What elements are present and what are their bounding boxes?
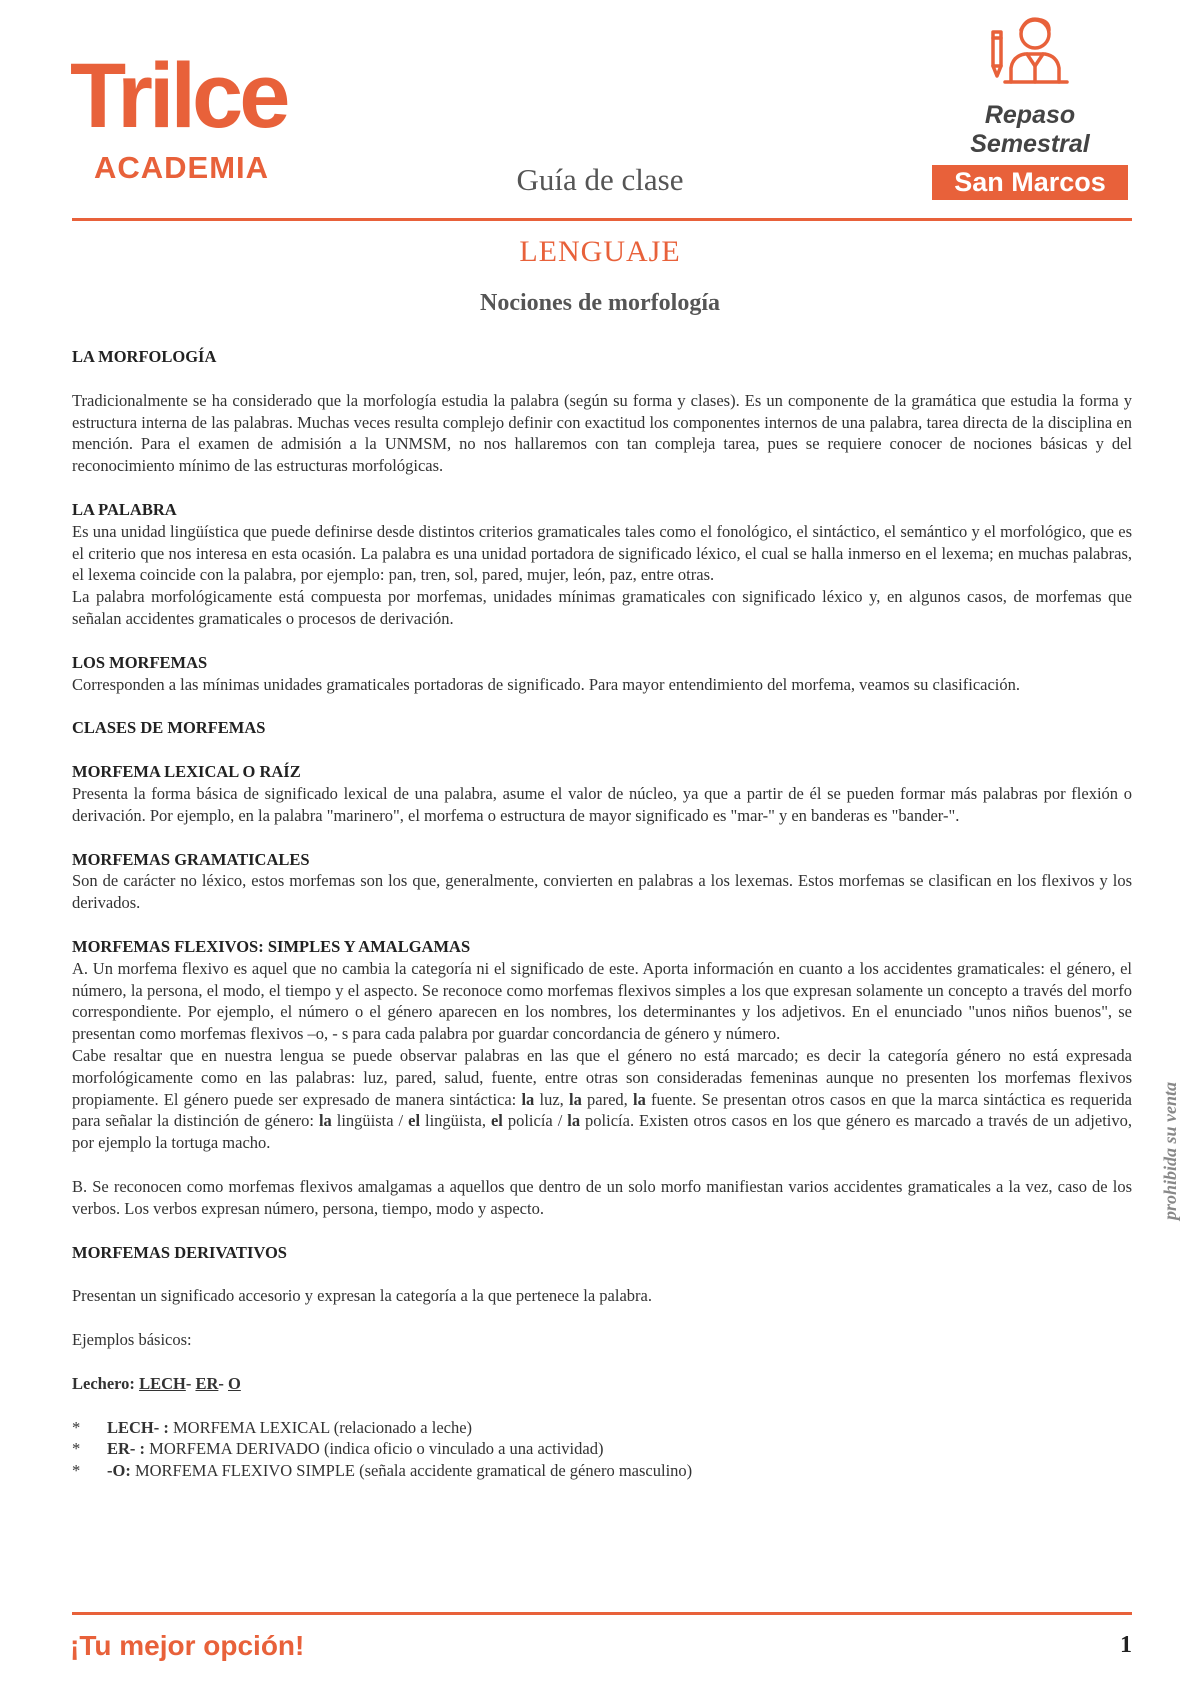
section-heading: MORFEMAS FLEXIVOS: SIMPLES Y AMALGAMAS [72, 936, 471, 956]
student-pencil-icon [975, 12, 1085, 87]
document-body [72, 346, 1132, 1482]
paragraph: Ejemplos básicos: [72, 1330, 192, 1350]
paragraph: B. Se reconocen como morfemas flexivos amalgamas a aquellos que dentro de un solo morfo manifiestan varios accidentes gramaticales a la vez, caso de los verbos. Los verbos expresan número, persona, tiempo, modo y aspecto. [72, 1176, 1132, 1218]
section-heading: CLASES DE MORFEMAS [72, 718, 266, 738]
logo-wordmark: Trilce [70, 45, 287, 147]
footer-slogan: ¡Tu mejor opción! [70, 1630, 305, 1661]
paragraph: A. Un morfema flexivo es aquel que no cambia la categoría ni el significado de este. Aporta información en cuanto a los accidentes gramaticales: el género, el número, la persona, el modo, el tiempo y el aspecto. Se reconoce como morfemas flexivos simples a los que expresan solamente un concepto a través del morfo correspondiente. Por ejemplo, el número o el género aparecen en los nombres, los determinantes y los adjetivos. En el enunciado "unos niños buenos", se presentan como morfemas flexivos –o, - s para cada palabra por guardar concordancia de género y número. [72, 958, 1132, 1044]
side-note: prohibida su venta [1160, 1081, 1180, 1220]
section-heading: LA MORFOLOGÍA [72, 347, 217, 366]
list-item: * ER- : MORFEMA DERIVADO (indica oficio o vinculado a una actividad) [72, 1439, 604, 1459]
footer-divider [72, 1612, 1132, 1615]
paragraph: Cabe resaltar que en nuestra lengua se puede observar palabras en las que el género no está marcado; es decir la categoría género no está expresada morfológicamente como en las palabras: luz, pared, salud, fuente, entre otras son consideradas femeninas aunque no presenten los morfemas flexivos propiamente. El género puede ser expresado de manera sintáctica: la luz, la pared, la fuente. Se presentan otros casos en que la marca sintáctica es requerida para señalar la distinción de género: la lingüista / el lingüista, el policía / la policía. Existen otros casos en los que género es marcado a través de un adjetivo, por ejemplo la tortuga macho. [72, 1045, 1132, 1153]
paragraph: Tradicionalmente se ha considerado que la morfología estudia la palabra (según su forma y clases). Es un componente de la gramática que estudia la forma y estructura interna de las palabras. Muchas veces resulta complejo definir con exactitud los componentes internos de una palabra, tarea directa de la disciplina en mención. Para el examen de admisión a la UNMSM, no nos hallaremos con tan compleja tarea, pues se requiere conocer de nociones básicas y del reconocimiento mínimo de las estructuras morfológicas. [72, 390, 1132, 476]
trilce-logo [70, 45, 287, 186]
badge-program: Repaso Semestral [970, 101, 1090, 158]
guide-title: Guía de clase [516, 162, 684, 197]
subject-title: LENGUAJE [519, 235, 681, 268]
example-word: Lechero: LECH- ER- O [72, 1373, 241, 1393]
list-item: * LECH- : MORFEMA LEXICAL (relacionado a leche) [72, 1417, 473, 1437]
topic-title: Nociones de morfología [480, 290, 720, 316]
section-heading: LA PALABRA [72, 499, 177, 519]
section-heading: MORFEMAS GRAMATICALES [72, 849, 310, 869]
badge-university: San Marcos [932, 165, 1128, 200]
paragraph: Presenta la forma básica de significado lexical de una palabra, asume el valor de núcleo, ya que a partir de él se pueden formar más palabras por flexión o derivación. Por ejemplo, en la palabra "marinero", el morfema o estructura de mayor significado es "mar-" y en banderas es "bander-". [72, 783, 1132, 825]
paragraph: Es una unidad lingüística que puede definirse desde distintos criterios gramaticales tales como el fonológico, el sintáctico, el semántico y el morfológico, que es el criterio que nos interesa en esta ocasión. La palabra es una unidad portadora de significado léxico, el cual se halla inmerso en el lexema; en muchas palabras, el lexema coincide con la palabra, por ejemplo: pan, tren, sol, pared, mujer, león, paz, entre otras. [72, 521, 1132, 585]
paragraph: Presentan un significado accesorio y expresan la categoría a la que pertenece la palabra. [72, 1286, 652, 1306]
logo-subtitle: ACADEMIA [94, 150, 270, 185]
section-heading: MORFEMA LEXICAL O RAÍZ [72, 762, 301, 782]
course-badge [930, 12, 1130, 200]
section-heading: MORFEMAS DERIVATIVOS [72, 1242, 287, 1262]
paragraph: Son de carácter no léxico, estos morfemas son los que, generalmente, convierten en palabras a los lexemas. Estos morfemas se clasifican en los flexivos y los derivados. [72, 871, 1132, 913]
paragraph: Corresponden a las mínimas unidades gramaticales portadoras de significado. Para mayor entendimiento del morfema, veamos su clasificación. [72, 674, 1020, 694]
section-heading: LOS MORFEMAS [72, 652, 208, 672]
page-number: 1 [1120, 1632, 1132, 1658]
paragraph: La palabra morfológicamente está compuesta por morfemas, unidades mínimas gramaticales con significado léxico y, en algunos casos, de morfemas que señalan accidentes gramaticales o procesos de derivación. [72, 587, 1132, 628]
header-divider [72, 218, 1132, 221]
list-item: * -O: MORFEMA FLEXIVO SIMPLE (señala accidente gramatical de género masculino) [72, 1461, 693, 1481]
